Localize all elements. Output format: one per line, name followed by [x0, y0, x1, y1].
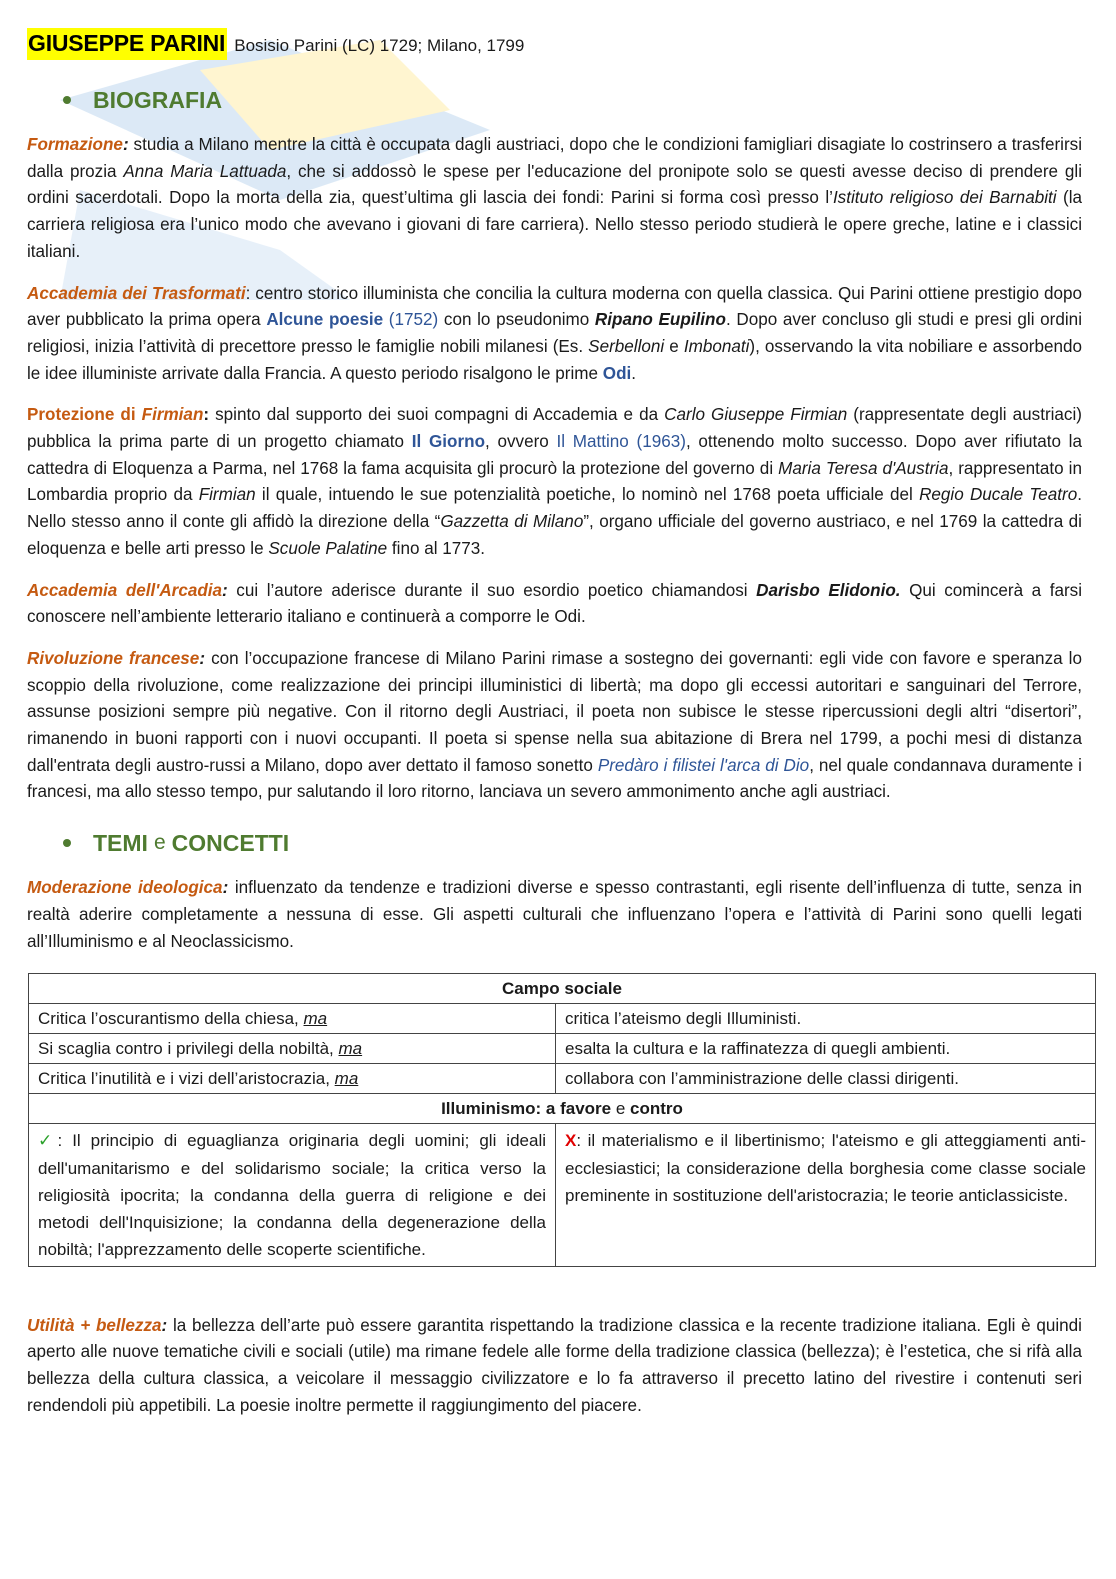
title-line: [27, 28, 1082, 64]
person-name: Anna Maria Lattuada: [123, 161, 287, 181]
sonnet-title: Predàro i filistei l'arca di Dio: [597, 755, 810, 775]
author-birth-death: Bosisio Parini (LC) 1729; Milano, 1799: [234, 36, 525, 55]
work-title: Il Giorno: [411, 432, 486, 452]
paragraph-label: Accademia dell'Arcadia: [27, 580, 223, 600]
table-cell-contra: X: il materialismo e il libertinismo; l'ateismo e gli atteggiamenti anti-ecclesiastici; la considerazione della borghesia come classe sociale preminente in sostituzione dell'aristocrazia; le teorie anticlassiciste.: [556, 1124, 1096, 1266]
table-row: [29, 1064, 1096, 1094]
institution-name: Istituto religioso dei Barnabiti: [832, 188, 1057, 208]
table-row-pro-contra: [29, 1124, 1096, 1266]
table-cell-right: critica l’ateismo degli Illuministi.: [556, 1004, 1096, 1034]
paragraph-label: Protezione di: [27, 405, 142, 425]
pseudonym: Darisbo Elidonio.: [756, 580, 901, 600]
work-year: (1752): [383, 310, 439, 330]
table-cell-left: Si scaglia contro i privilegi della nobiltà, ma: [29, 1034, 556, 1064]
checkmark-icon: ✓: [38, 1131, 58, 1151]
table-cell-right: esalta la cultura e la raffinatezza di quegli ambienti.: [556, 1034, 1096, 1064]
table-header-row: [29, 974, 1096, 1004]
paragraph-label: Utilità + bellezza: [27, 1315, 162, 1335]
paragraph-rivoluzione: Rivoluzione francese: con l’occupazione francese di Milano Parini rimase a sostegno dei governanti: egli vide con favore e speranza lo scoppio della rivoluzione, come realizzazione dei principi illuministici di libertà; ma dopo gli eccessi autoritari e sanguinari del Terrore, assunse posizioni sempre più negative. Con il ritorno degli Austriaci, il poeta non subisce le stesse ripercussioni degli altri “disertori”, rimanendo in buoni rapporti con i nuovi occupanti. Il poeta si spense nella sua abitazione di Brera nel 1799, a pochi mesi di distanza dall'entrata degli austro-russi a Milano, dopo aver dettato il famoso sonetto Predàro i filistei l'arca di Dio, nel quale condannava duramente i francesi, ma allo stesso tempo, pur salutando il loro ritorno, lanciava un severo ammonimento anche agli austriaci.: [27, 648, 1082, 802]
bullet-icon: [63, 96, 71, 104]
paragraph-label: Rivoluzione francese: [27, 648, 200, 668]
table-cell-right: collabora con l’amministrazione delle classi dirigenti.: [556, 1064, 1096, 1094]
work-title: Alcune poesie: [266, 310, 384, 330]
table-cell-pro: ✓: Il principio di eguaglianza originaria degli uomini; gli ideali dell'umanitarismo e del solidarismo sociale; la critica verso la religiosità ipocrita; la condanna della guerra di religione e dei metodi dell'Inquisizione; la condanna della degenerazione della nobiltà; l'apprezzamento delle scoperte scientifiche.: [29, 1124, 556, 1266]
table-cell-left: Critica l’oscurantismo della chiesa, ma: [29, 1004, 556, 1034]
table-row: [29, 1004, 1096, 1034]
paragraph-formazione: Formazione: studia a Milano mentre la città è occupata dagli austriaci, dopo che le condizioni famigliari disagiate lo costrinsero a trasferirsi dalla prozia Anna Maria Lattuada, che si addossò le spese per l'educazione del pronipote solo se questi avesse deciso di prendere gli ordini sacerdotali. Dopo la morta della zia, quest’ultima gli lascia dei fondi: Parini si forma così presso l’Istituto religioso dei Barnabiti (la carriera religiosa era l’unico modo che avevano i giovani di fare carriera). Nello stesso periodo studierà le opere greche, latine e i classici italiani.: [27, 135, 1082, 261]
paragraph-trasformati: Accademia dei Trasformati: centro storico illuminista che concilia la cultura moderna con quella classica. Qui Parini ottiene prestigio dopo aver pubblicato la prima opera Alcune poesie (1752) con lo pseudonimo Ripano Eupilino. Dopo aver concluso gli studi e presi gli ordini religiosi, inizia l’attività di precettore presso le famiglie nobili milanesi (Es. Serbelloni e Imbonati), osservando la vita nobiliare e assorbendo le idee illuministe arrivate dalla Francia. A questo periodo risalgono le prime Odi.: [27, 283, 1082, 383]
author-name: GIUSEPPE PARINI: [27, 28, 227, 60]
table-cell-left: Critica l’inutilità e i vizi dell’aristocrazia, ma: [29, 1064, 556, 1094]
bullet-icon: [63, 839, 71, 847]
section-heading-temi-concetti: TEMI e CONCETTI: [63, 821, 1082, 865]
table-header-row: [29, 1094, 1096, 1124]
pseudonym: Ripano Eupilino: [594, 310, 726, 330]
table-row: [29, 1034, 1096, 1064]
cross-icon: X: [565, 1131, 577, 1151]
paragraph-arcadia: Accademia dell'Arcadia: cui l’autore aderisce durante il suo esordio poetico chiamandosi Darisbo Elidonio. Qui comincerà a farsi conoscere nell’ambiente letterario italiano e continuerà a comporre le Odi.: [27, 580, 1082, 627]
work-title: Il Mattino (1963): [556, 432, 686, 452]
paragraph-label: Formazione: [27, 135, 123, 154]
section-heading-biografia: [63, 78, 1082, 122]
table-header-campo-sociale: Campo sociale: [29, 974, 1096, 1004]
paragraph-label: Accademia dei Trasformati: [27, 283, 246, 303]
paragraph-firmian: Protezione di Firmian: spinto dal supporto dei suoi compagni di Accademia e da Carlo Giuseppe Firmian (rappresentate degli austriaci) pubblica la prima parte di un progetto chiamato Il Giorno, ovvero Il Mattino (1963), ottenendo molto successo. Dopo aver rifiutato la cattedra di Eloquenza a Parma, nel 1768 la fama acquisita gli procurò la protezione del governo di Maria Teresa d'Austria, rappresentato in Lombardia proprio da Firmian il quale, intuendo le sue potenzialità poetiche, lo nominò nel 1768 poeta ufficiale del Regio Ducale Teatro. Nello stesso anno il conte gli affidò la direzione della “Gazzetta di Milano”, organo ufficiale del governo austriaco, e nel 1769 la cattedra di eloquenza e belle arti presso le Scuole Palatine fino al 1773.: [27, 405, 1082, 558]
paragraph-label: Moderazione ideologica: [27, 878, 223, 898]
table-header-illuminismo: Illuminismo: a favore e contro: [29, 1094, 1096, 1124]
comparison-table: [28, 973, 1096, 1266]
paragraph-utilita: Utilità + bellezza: la bellezza dell’arte può essere garantita rispettando la tradizione classica e la recente tradizione italiana. Egli è quindi aperto alle nuove tematiche civili e sociali (utile) ma rimane fedele alle forme della tradizione classica (bellezza); è l’estetica, che si rifà alla bellezza della cultura classica, a veicolare il messaggio civilizzatore e lo fa attraverso il precetto latino del rivestire i contenuti seri rendendoli più appetibili. La poesie inoltre permette il raggiungimento del piacere.: [27, 1315, 1082, 1415]
spacer: [27, 1267, 1082, 1313]
paragraph-moderazione: Moderazione ideologica: influenzato da tendenze e tradizioni diverse e spesso contrastanti, egli risente dell’influenza di tutte, senza in realtà aderire completamente a nessuna di esse. Gli aspetti culturali che influenzano l’opera e l’attività di Parini sono quelli legati all’Illuminismo e al Neoclassicismo.: [27, 878, 1082, 951]
section-title: TEMI: [93, 829, 148, 856]
section-title: BIOGRAFIA: [93, 86, 223, 113]
work-title: Odi: [602, 363, 632, 383]
